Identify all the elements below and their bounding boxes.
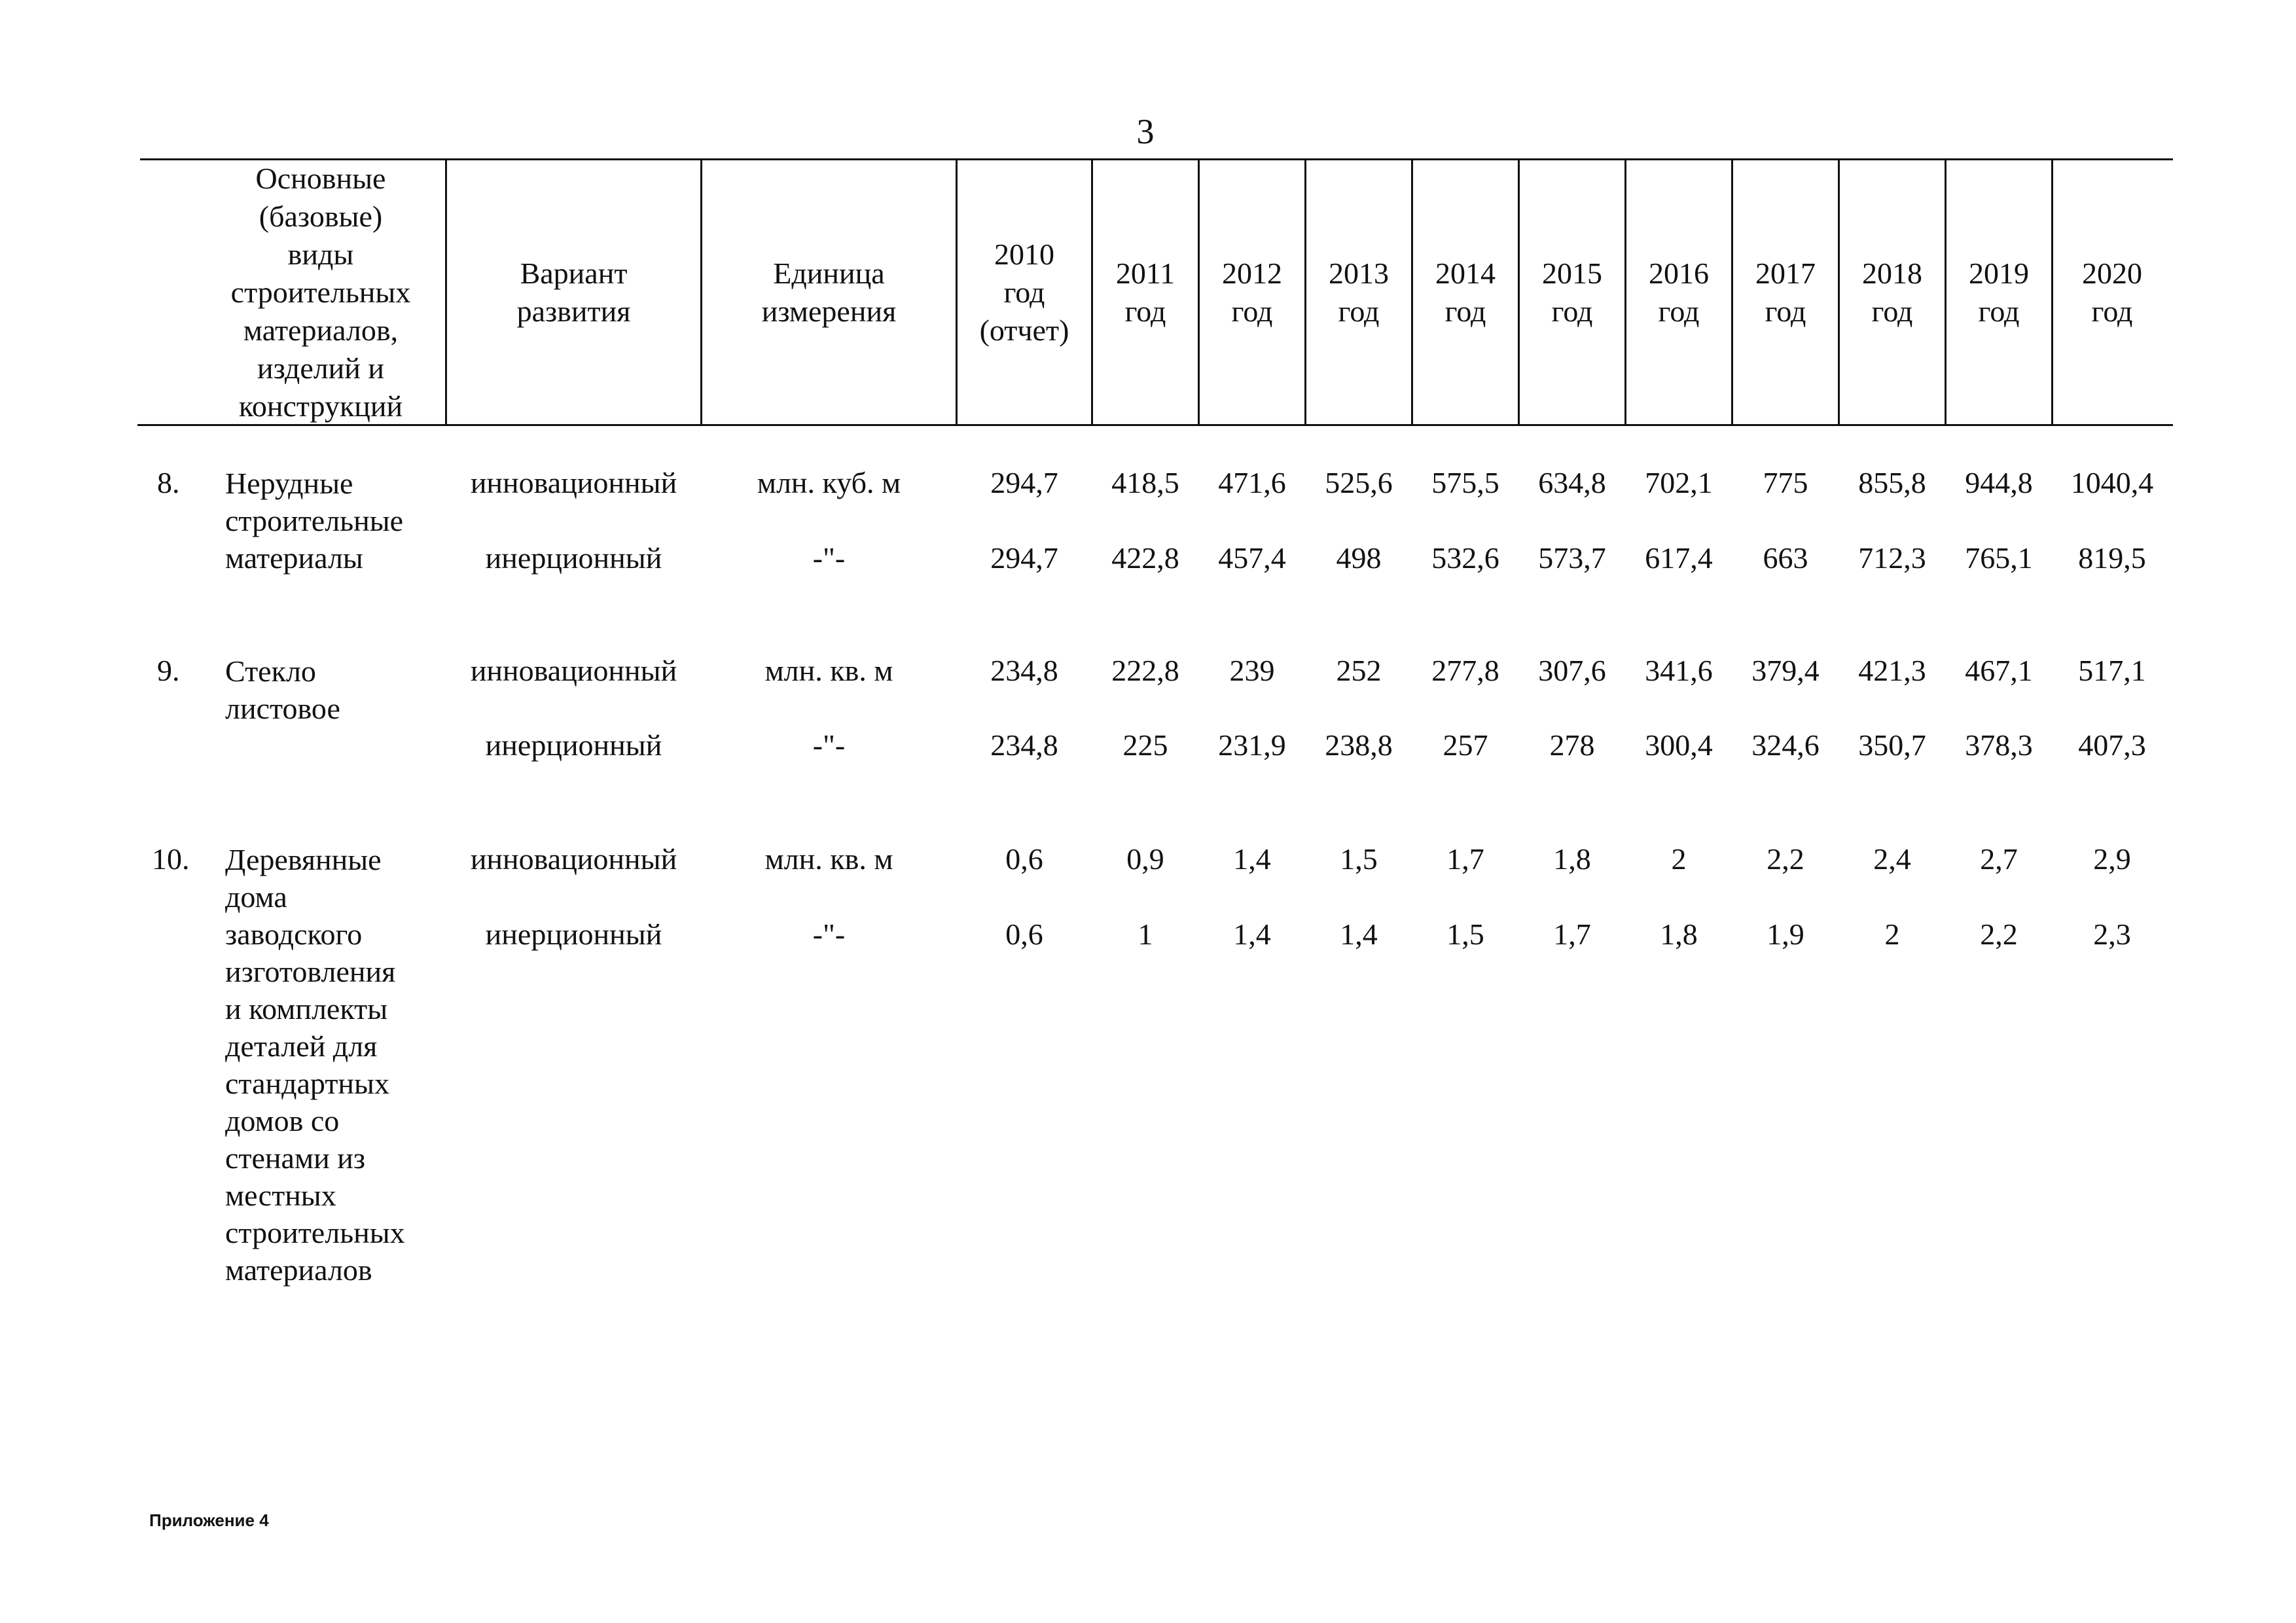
value-cell: 1,9 — [1767, 918, 1804, 951]
value-cell: 1,5 — [1340, 842, 1378, 876]
value-cell: 2,9 — [2093, 842, 2131, 876]
variant-label: инерционный — [485, 541, 662, 575]
value-cell: 307,6 — [1538, 654, 1606, 687]
header-year: 2017 год — [1755, 256, 1816, 328]
value-cell: 944,8 — [1965, 466, 2033, 499]
value-cell: 712,3 — [1858, 541, 1926, 575]
header-year: 2019 год — [1969, 256, 2029, 328]
value-cell: 819,5 — [2078, 541, 2146, 575]
variant-label: инновационный — [470, 842, 677, 876]
value-cell: 2 — [1884, 918, 1900, 951]
value-cell: 0,6 — [1005, 918, 1043, 951]
value-cell: 532,6 — [1431, 541, 1499, 575]
value-cell: 1,7 — [1446, 842, 1484, 876]
header-unit: Единица измерения — [761, 256, 897, 328]
value-cell: 1,5 — [1446, 918, 1484, 951]
variant-label: инновационный — [470, 466, 677, 499]
value-cell: 1,4 — [1233, 918, 1271, 951]
table-header-bottom-border — [137, 424, 2173, 426]
value-cell: 0,6 — [1005, 842, 1043, 876]
value-cell: 1040,4 — [2070, 466, 2154, 499]
value-cell: 2,2 — [1767, 842, 1804, 876]
value-cell: 341,6 — [1645, 654, 1713, 687]
header-year: 2018 год — [1862, 256, 1922, 328]
value-cell: 294,7 — [990, 541, 1058, 575]
value-cell: 1,8 — [1660, 918, 1698, 951]
value-cell: 471,6 — [1218, 466, 1286, 499]
page-number: 3 — [1136, 112, 1155, 151]
header-year: 2010 год (отчет) — [979, 237, 1069, 347]
value-cell: 418,5 — [1111, 466, 1179, 499]
value-cell: 324,6 — [1751, 728, 1820, 762]
unit-label: -"- — [812, 541, 846, 575]
value-cell: 2,3 — [2093, 918, 2131, 951]
material-name: Стекло листовое — [225, 654, 340, 725]
row-number: 8. — [157, 466, 180, 499]
value-cell: 1,8 — [1553, 842, 1591, 876]
value-cell: 1 — [1138, 918, 1153, 951]
value-cell: 457,4 — [1218, 541, 1286, 575]
value-cell: 498 — [1336, 541, 1382, 575]
value-cell: 234,8 — [990, 728, 1058, 762]
value-cell: 277,8 — [1431, 654, 1499, 687]
header-year: 2020 год — [2082, 256, 2142, 328]
header-year: 2014 год — [1435, 256, 1496, 328]
value-cell: 239 — [1229, 654, 1275, 687]
value-cell: 1,4 — [1340, 918, 1378, 951]
unit-label: млн. кв. м — [764, 654, 893, 687]
value-cell: 634,8 — [1538, 466, 1606, 499]
value-cell: 575,5 — [1431, 466, 1499, 499]
header-variant: Вариант развития — [516, 256, 631, 328]
value-cell: 2,4 — [1873, 842, 1911, 876]
header-year: 2011 год — [1115, 256, 1175, 328]
value-cell: 0,9 — [1126, 842, 1164, 876]
value-cell: 421,3 — [1858, 654, 1926, 687]
variant-label: инновационный — [470, 654, 677, 687]
value-cell: 225 — [1122, 728, 1168, 762]
value-cell: 378,3 — [1965, 728, 2033, 762]
unit-label: млн. кв. м — [764, 842, 893, 876]
unit-label: -"- — [812, 918, 846, 951]
value-cell: 257 — [1443, 728, 1488, 762]
header-year: 2012 год — [1222, 256, 1282, 328]
value-cell: 238,8 — [1325, 728, 1393, 762]
row-number: 10. — [152, 842, 190, 876]
value-cell: 231,9 — [1218, 728, 1286, 762]
material-name: Нерудные строительные материалы — [225, 467, 404, 575]
material-name: Деревянные дома заводского изготовления и комплекты деталей для стандартных домов со стенами из местных строительных материалов — [225, 843, 405, 1287]
unit-label: -"- — [812, 728, 846, 762]
value-cell: 855,8 — [1858, 466, 1926, 499]
value-cell: 350,7 — [1858, 728, 1926, 762]
value-cell: 525,6 — [1325, 466, 1393, 499]
header-material: Основные (базовые) виды строительных материалов, изделий и конструкций — [230, 161, 411, 423]
value-cell: 379,4 — [1751, 654, 1820, 687]
value-cell: 222,8 — [1111, 654, 1179, 687]
value-cell: 234,8 — [990, 654, 1058, 687]
value-cell: 775 — [1763, 466, 1808, 499]
value-cell: 278 — [1549, 728, 1595, 762]
value-cell: 300,4 — [1645, 728, 1713, 762]
value-cell: 467,1 — [1965, 654, 2033, 687]
value-cell: 252 — [1336, 654, 1382, 687]
header-year: 2015 год — [1542, 256, 1602, 328]
value-cell: 517,1 — [2078, 654, 2146, 687]
value-cell: 294,7 — [990, 466, 1058, 499]
value-cell: 573,7 — [1538, 541, 1606, 575]
variant-label: инерционный — [485, 918, 662, 951]
row-number: 9. — [157, 654, 180, 687]
value-cell: 617,4 — [1645, 541, 1713, 575]
value-cell: 1,7 — [1553, 918, 1591, 951]
value-cell: 2 — [1671, 842, 1687, 876]
variant-label: инерционный — [485, 728, 662, 762]
value-cell: 765,1 — [1965, 541, 2033, 575]
value-cell: 1,4 — [1233, 842, 1271, 876]
value-cell: 422,8 — [1111, 541, 1179, 575]
value-cell: 663 — [1763, 541, 1808, 575]
value-cell: 702,1 — [1645, 466, 1713, 499]
value-cell: 2,2 — [1980, 918, 2018, 951]
value-cell: 2,7 — [1980, 842, 2018, 876]
header-year: 2013 год — [1329, 256, 1389, 328]
value-cell: 407,3 — [2078, 728, 2146, 762]
unit-label: млн. куб. м — [757, 466, 901, 499]
appendix-label: Приложение 4 — [149, 1510, 269, 1530]
header-year: 2016 год — [1649, 256, 1709, 328]
